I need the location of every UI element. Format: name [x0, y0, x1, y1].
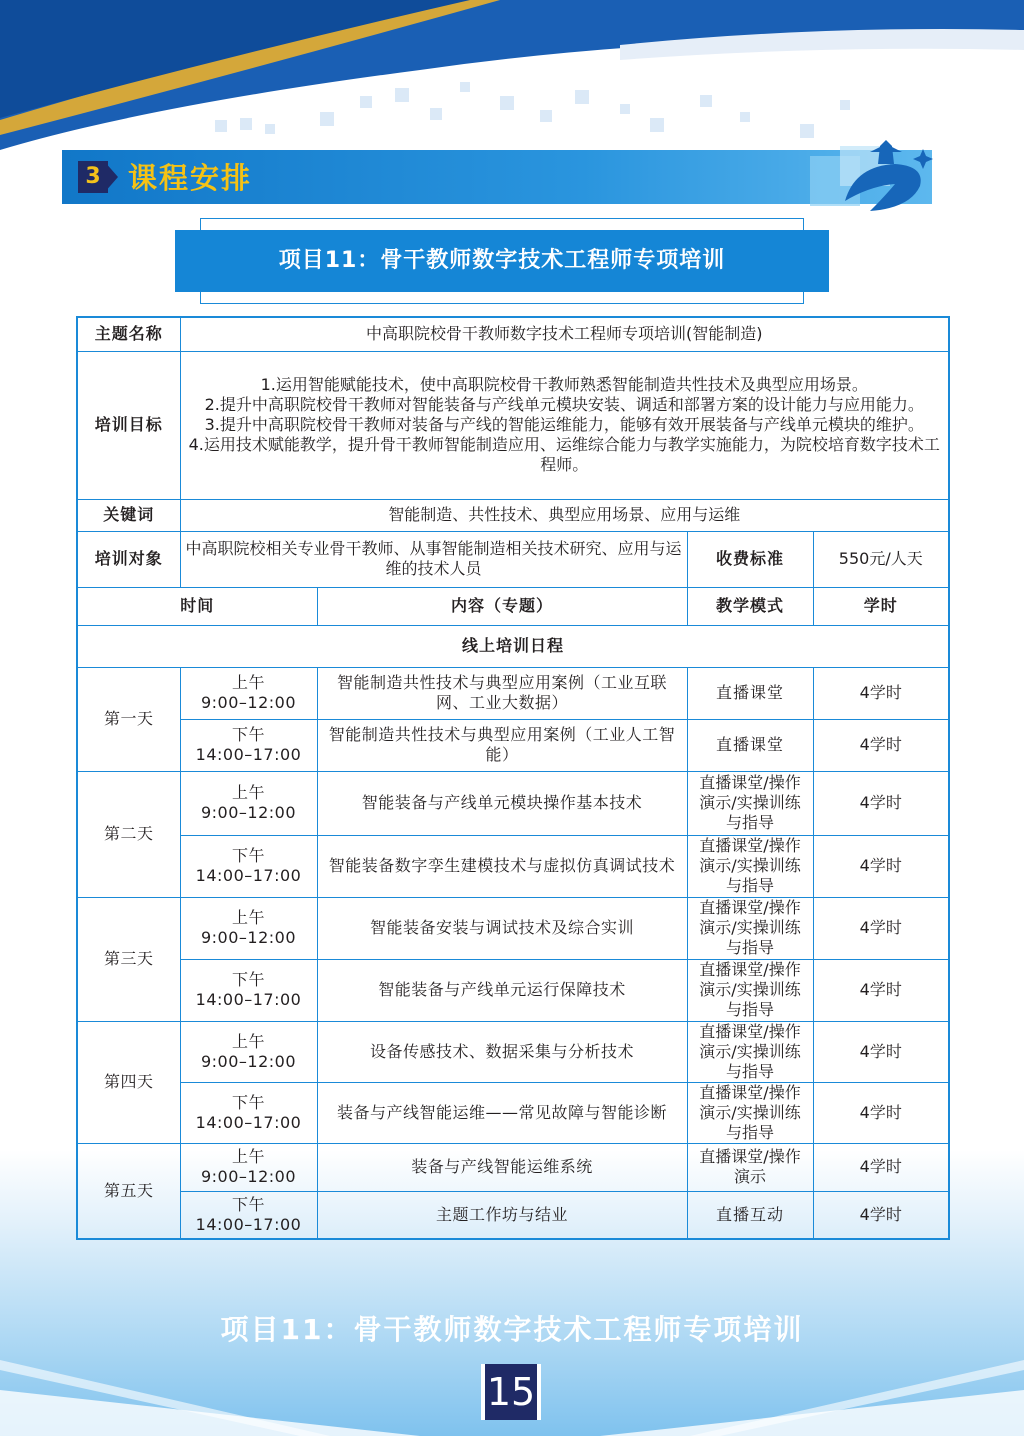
goals-label: 培训目标	[77, 351, 180, 499]
table-row	[77, 719, 949, 771]
col-time-header: 时间	[77, 587, 317, 625]
session-mode: 直播课堂/操作演示/实操训练与指导	[687, 835, 813, 897]
audience-value: 中高职院校相关专业骨干教师、从事智能制造相关技术研究、应用与运维的技术人员	[180, 531, 687, 587]
session-content: 设备传感技术、数据采集与分析技术	[317, 1021, 687, 1082]
session-hours: 4学时	[813, 835, 949, 897]
footer-title: 项目11：骨干教师数字技术工程师专项培训	[220, 1313, 804, 1346]
goal-item: 2.提升中高职院校骨干教师对智能装备与产线单元模块安装、调适和部署方案的设计能力与应用能力。	[204, 395, 924, 414]
col-mode-header: 教学模式	[687, 587, 813, 625]
goal-item: 4.运用技术赋能教学，提升骨干教师智能制造应用、运维综合能力与教学实施能力，为院校培育数字技术工程师。	[188, 435, 940, 474]
session-time: 上午 9:00–12:00	[180, 897, 317, 959]
session-time: 下午 14:00–17:00	[180, 719, 317, 771]
session-time: 下午 14:00–17:00	[180, 1191, 317, 1239]
table-row	[77, 897, 949, 959]
table-row	[77, 1021, 949, 1082]
session-hours: 4学时	[813, 897, 949, 959]
session-time: 上午 9:00–12:00	[180, 771, 317, 835]
goal-item: 3.提升中高职院校骨干教师对装备与产线的智能运维能力，能够有效开展装备与产线单元模块的维护。	[204, 415, 924, 434]
session-content: 主题工作坊与结业	[317, 1191, 687, 1239]
session-hours: 4学时	[813, 1143, 949, 1191]
topic-value: 中高职院校骨干教师数字技术工程师专项培训(智能制造)	[180, 317, 949, 351]
session-mode: 直播课堂/操作演示/实操训练与指导	[687, 771, 813, 835]
col-hours-header: 学时	[813, 587, 949, 625]
session-mode: 直播课堂	[687, 719, 813, 771]
page-number: 15	[481, 1364, 541, 1420]
table-row	[77, 959, 949, 1021]
session-time: 下午 14:00–17:00	[180, 835, 317, 897]
topic-row	[77, 317, 949, 351]
session-time: 下午 14:00–17:00	[180, 959, 317, 1021]
session-mode: 直播课堂/操作演示/实操训练与指导	[687, 1021, 813, 1082]
session-time: 上午 9:00–12:00	[180, 667, 317, 719]
session-hours: 4学时	[813, 1021, 949, 1082]
logo-icon	[800, 126, 940, 218]
schedule-title: 线上培训日程	[77, 625, 949, 667]
session-content: 智能制造共性技术与典型应用案例（工业互联网、工业大数据）	[317, 667, 687, 719]
session-mode: 直播课堂/操作演示/实操训练与指导	[687, 959, 813, 1021]
session-time: 下午 14:00–17:00	[180, 1082, 317, 1143]
section-number: 3	[78, 161, 108, 193]
schedule-title-row	[77, 625, 949, 667]
session-hours: 4学时	[813, 771, 949, 835]
keywords-row	[77, 499, 949, 531]
column-header-row	[77, 587, 949, 625]
session-mode: 直播互动	[687, 1191, 813, 1239]
session-mode: 直播课堂/操作演示/实操训练与指导	[687, 1082, 813, 1143]
session-hours: 4学时	[813, 959, 949, 1021]
topic-label: 主题名称	[77, 317, 180, 351]
goals-value	[180, 351, 949, 499]
project-title: 项目11：骨干教师数字技术工程师专项培训	[175, 230, 829, 292]
session-mode: 直播课堂/操作演示	[687, 1143, 813, 1191]
fee-value: 550元/人天	[813, 531, 949, 587]
session-content: 智能制造共性技术与典型应用案例（工业人工智能）	[317, 719, 687, 771]
goal-item: 1.运用智能赋能技术，使中高职院校骨干教师熟悉智能制造共性技术及典型应用场景。	[260, 375, 868, 394]
session-content: 智能装备与产线单元模块操作基本技术	[317, 771, 687, 835]
day-label: 第四天	[77, 1021, 180, 1143]
session-hours: 4学时	[813, 1191, 949, 1239]
session-content: 装备与产线智能运维系统	[317, 1143, 687, 1191]
section-title: 课程安排	[128, 161, 253, 195]
table-row	[77, 667, 949, 719]
session-mode: 直播课堂/操作演示/实操训练与指导	[687, 897, 813, 959]
day-label: 第二天	[77, 771, 180, 897]
session-hours: 4学时	[813, 719, 949, 771]
session-time: 上午 9:00–12:00	[180, 1021, 317, 1082]
session-content: 智能装备安装与调试技术及综合实训	[317, 897, 687, 959]
session-content: 智能装备数字孪生建模技术与虚拟仿真调试技术	[317, 835, 687, 897]
section-arrow-icon	[104, 161, 118, 193]
course-schedule-table	[76, 316, 950, 1240]
table-row	[77, 1191, 949, 1239]
table-row	[77, 771, 949, 835]
keywords-value: 智能制造、共性技术、典型应用场景、应用与运维	[180, 499, 949, 531]
day-label: 第五天	[77, 1143, 180, 1239]
col-content-header: 内容（专题）	[317, 587, 687, 625]
session-content: 智能装备与产线单元运行保障技术	[317, 959, 687, 1021]
day-label: 第三天	[77, 897, 180, 1021]
session-time: 上午 9:00–12:00	[180, 1143, 317, 1191]
audience-label: 培训对象	[77, 531, 180, 587]
session-content: 装备与产线智能运维——常见故障与智能诊断	[317, 1082, 687, 1143]
table-row	[77, 1143, 949, 1191]
goals-row	[77, 351, 949, 499]
session-mode: 直播课堂	[687, 667, 813, 719]
table-row	[77, 835, 949, 897]
table-row	[77, 1082, 949, 1143]
keywords-label: 关键词	[77, 499, 180, 531]
day-label: 第一天	[77, 667, 180, 771]
session-hours: 4学时	[813, 667, 949, 719]
audience-row	[77, 531, 949, 587]
session-hours: 4学时	[813, 1082, 949, 1143]
fee-label: 收费标准	[687, 531, 813, 587]
